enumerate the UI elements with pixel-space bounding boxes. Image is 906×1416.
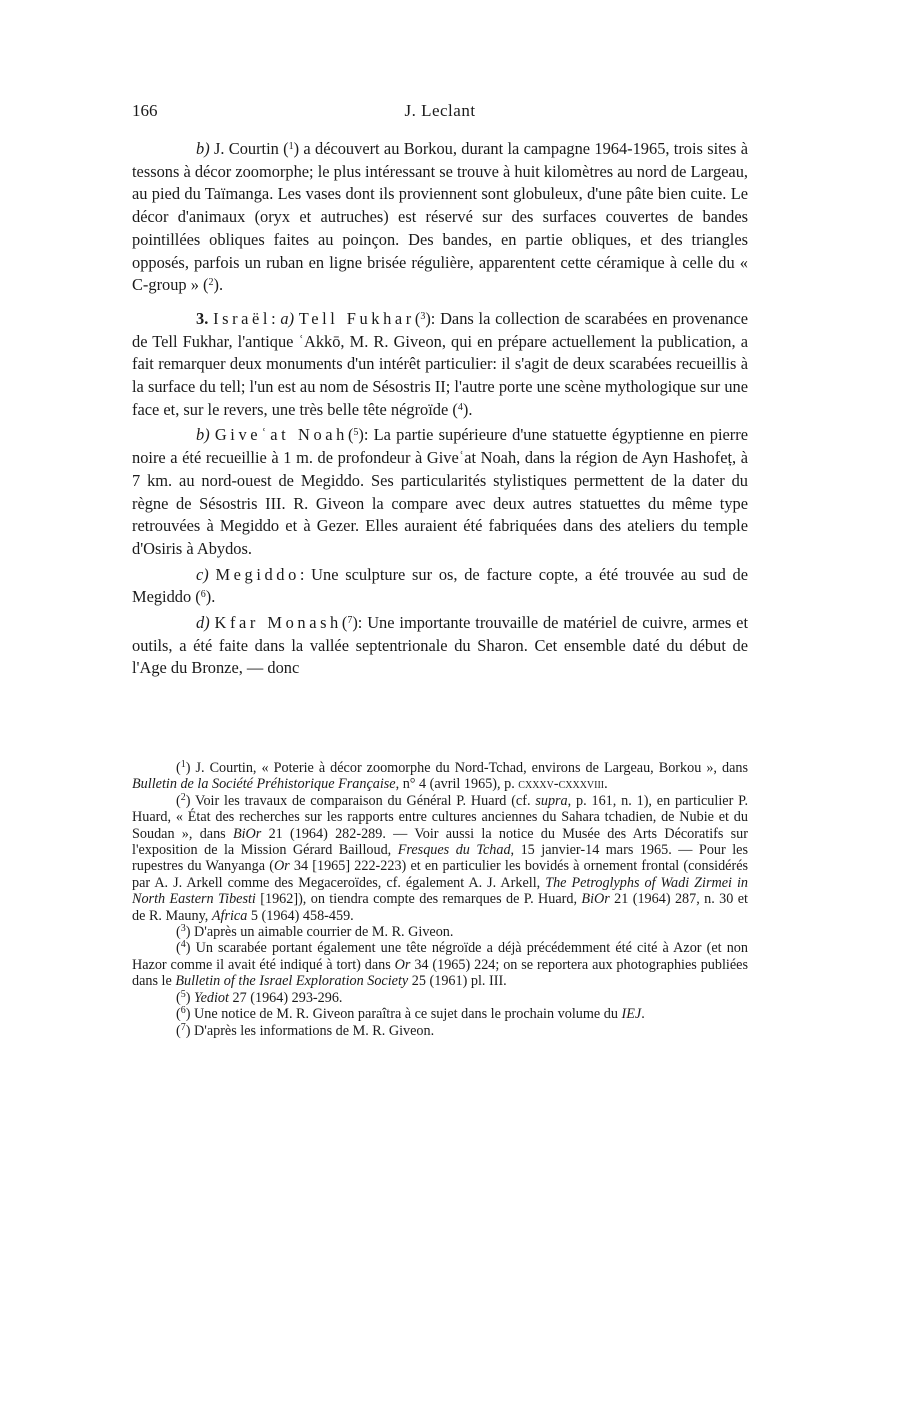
footnote-ref: 3 bbox=[420, 310, 426, 322]
footnote-ref: 6 bbox=[200, 589, 206, 601]
paragraph-borkou: b) J. Courtin ($^1$) a découvert au Borkou, durant la campagne 1964-1965, trois sites à tessons à décor zoomorphe; le plus intéressant se trouve à huit kilomètres au nord de Largeau, au pied du Taïmanga. Les vases dont ils proviennent sont globuleux, d'une pâte bien cuite. Le décor d'animaux (oryx et autruches) est réservé sur des surfaces couvertes de bandes pointillées obliques faites au poinçon. Des bandes, en partie obliques, et des triangles opposés, parfois un ruban en ligne brisée régulière, apparentent cette céramique à celle du « C-group » ($^2$). bbox=[132, 139, 748, 295]
running-title: J. Leclant bbox=[404, 101, 476, 120]
footnote-7: ($^7$) D'après les informations de M. R. Giveon. bbox=[176, 1021, 435, 1039]
page-number: 166 bbox=[132, 101, 158, 120]
footnote-4: ($^4$) Un scarabée portant également une tête négroïde a déjà précédemment été cité à Azor (et non Hazor comme il avait été indiqué à tort) dans Or 34 (1965) 224; on se reportera aux photographies publiées dans le Bulletin of the Israel Exploration Society 25 (1961) pl. III. bbox=[132, 939, 748, 990]
footnote-3: ($^3$) D'après un aimable courrier de M. R. Giveon. bbox=[176, 923, 454, 941]
paragraph-kfar-monash: d) Kfar Monash($^7$): Une importante trouvaille de matériel de cuivre, armes et outils, a été faite dans la vallée septentrionale du Sharon. Cet ensemble daté du début de l'Age du Bronze, — donc bbox=[132, 613, 748, 678]
footnote-1: ($^1$) J. Courtin, « Poterie à décor zoomorphe du Nord-Tchad, environs de Largeau, Borkou », dans Bulletin de la Société Préhistorique Française, n° 4 (avril 1965), p. cxxxv-cxxxviii. bbox=[132, 759, 748, 793]
footnote-ref: 4 bbox=[457, 401, 463, 413]
paragraph-israel: 3. Israël: a) Tell Fukhar($^3$): Dans la collection de scarabées en provenance de Tell Fukhar, l'antique ʿAkkō, M. R. Giveon, qui en prépare actuellement la publication, a fait remarquer deux monuments d'un intérêt particulier: il s'agit de deux scarabées recueillis à la surface du tell; l'un est au nom de Sésostris II; l'autre porte une scène mythologique sur une face et, sur le revers, une très belle tête négroïde ($^4$). bbox=[132, 308, 749, 419]
footnote-6: ($^6$) Une notice de M. R. Giveon paraîtra à ce sujet dans le prochain volume du IEJ. bbox=[176, 1005, 645, 1023]
footnotes bbox=[132, 760, 748, 1039]
page-header bbox=[132, 101, 748, 125]
footnote-ref: 1 bbox=[288, 141, 294, 152]
footnote-ref: 2 bbox=[208, 277, 214, 289]
section-heading: Israël bbox=[213, 308, 272, 328]
footnote-5: ($^5$) Yediot 27 (1964) 293-296. bbox=[176, 988, 343, 1006]
footnote-ref: 7 bbox=[347, 615, 353, 627]
main-text bbox=[132, 138, 748, 680]
paragraph-giveat-noah: b) Giveʿat Noah($^5$): La partie supérieure d'une statuette égyptienne en pierre noire a été recueillie à 1 m. de profondeur à Giveʿat Noah, dans la région de Ayn Hashofeṭ, à 7 km. au nord-ouest de Megiddo. Ses particularités stylistiques permettent de la dater du règne de Sésostris III. R. Giveon la compare avec deux autres statuettes du même type retrouvées à Megiddo et à Gezer. Elles auraient été fabriquées dans des ateliers du temple d'Osiris à Abydos. bbox=[132, 425, 748, 558]
footnote-2: ($^2$) Voir les travaux de comparaison du Général P. Huard (cf. supra, p. 161, n. 1), en particulier P. Huard, « État des recherches sur les rapports entre cultures anciennes du Sahara tchadien, de Nubie et du Soudan », dans BiOr 21 (1964) 282-289. — Voir aussi la notice du Musée des Arts Décoratifs sur l'exposition de la Mission Gérard Bailloud, Fresques du Tchad, 15 janvier-14 mars 1965. — Pour les rupestres du Wanyanga (Or 34 [1965] 222-223) et en particulier les bovidés à ornement frontal (considérés par A. J. Arkell comme des Megaceroïdes, cf. également A. J. Arkell, The Petroglyphs of Wadi Zirmei in North Eastern Tibesti [1962]), on tiendra compte des remarques de P. Huard, BiOr 21 (1964) 287, n. 30 et de R. Mauny, Africa 5 (1964) 458-459. bbox=[132, 791, 749, 924]
footnote-ref: 5 bbox=[353, 427, 359, 439]
paragraph-megiddo: c) Megiddo: Une sculpture sur os, de facture copte, a été trouvée au sud de Megiddo ($^6$). bbox=[132, 564, 748, 607]
